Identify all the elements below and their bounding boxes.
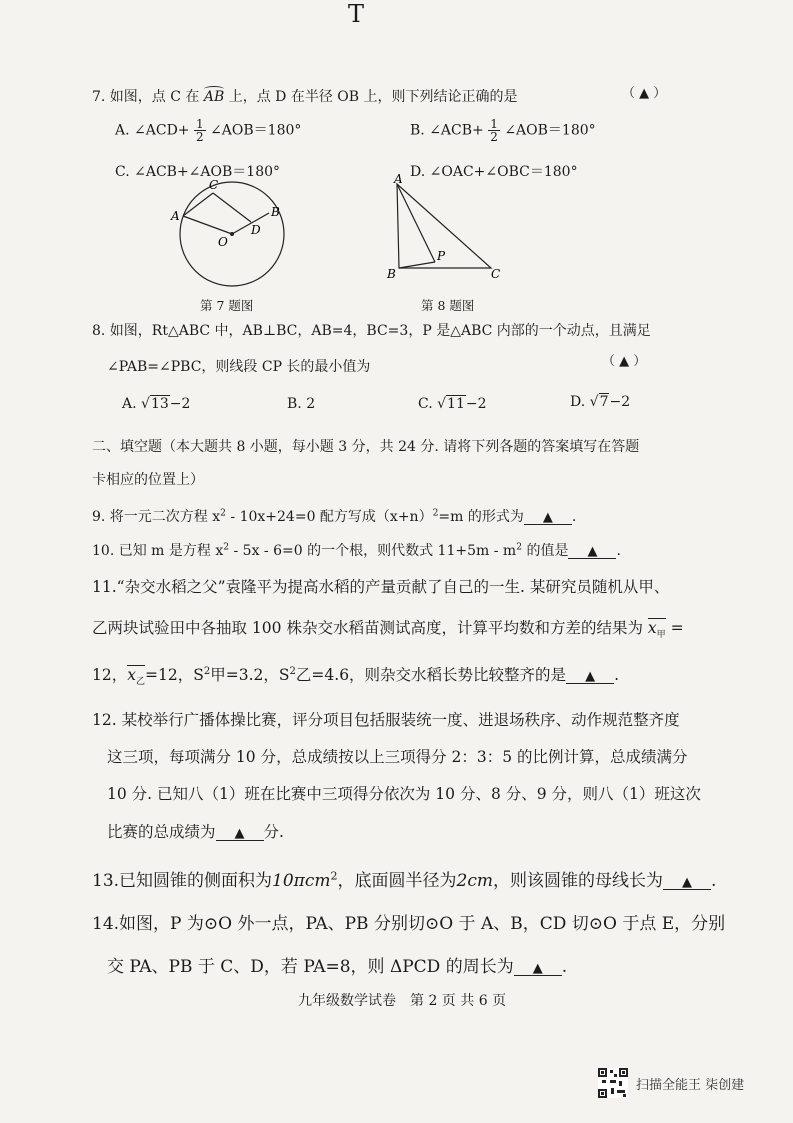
fig7-label-d: D (251, 223, 261, 237)
fraction-half: $\frac{1}{2}$ (490, 117, 498, 144)
answer-blank: ▲ (524, 511, 572, 525)
q12-line4: 比赛的总成绩为 ▲ 分. (107, 823, 284, 841)
q7-answer-mark: （ ▲ ） (622, 86, 667, 101)
q7-option-c: C. ∠ACB+∠AOB＝180° (115, 164, 281, 180)
q10: 10. 已知 m 是方程 $x^2 - 5x - 6=0$ 的一个根，则代数式 $11+5m - m^2$ 的值是 ▲ . (92, 542, 621, 559)
figure-7-circle-diagram (165, 178, 305, 296)
q8-answer-mark: （ ▲ ） (602, 354, 647, 369)
q7-option-d: D. ∠OAC+∠OBC＝180° (410, 164, 578, 180)
fig8-label-a: A (394, 172, 403, 186)
arc-ab: AB (203, 89, 225, 105)
q8-option-a: A. √13−2 (122, 396, 191, 412)
fig8-caption: 第 8 题图 (421, 298, 475, 313)
q8-option-d: D. √7−2 (570, 394, 631, 410)
top-mark: T (348, 0, 365, 28)
answer-blank: ▲ (514, 962, 562, 976)
section2-header-line1: 二、填空题（本大题共 8 小题，每小题 3 分，共 24 分. 请将下列各题的答案填写在答题 (92, 439, 640, 455)
fig8-label-b: B (387, 267, 396, 281)
fig7-label-c: C (209, 178, 219, 192)
q11-line2: 乙两块试验田中各抽取 100 株杂交水稻苗测试高度，计算平均数和方差的结果为 $x_甲$ = (92, 619, 684, 641)
q12-line3: 10 分. 已知八（1）班在比赛中三项得分依次为 10 分、8 分、9 分，则八（1）班这次 (107, 785, 701, 803)
q7-stem: 7. 如图，点 C 在 AB 上，点 D 在半径 OB 上，则下列结论正确的是 (92, 89, 518, 105)
fig7-label-o: O (218, 235, 228, 249)
q7-option-b: B. ∠ACB+ $\frac{1}{2}$ ∠AOB＝180° (410, 117, 596, 144)
fig8-label-c: C (491, 267, 501, 281)
fraction-half: $\frac{1}{2}$ (195, 117, 204, 144)
q11-line3: 12，$x_乙=12$，$S^2$甲=3.2，$S^2$乙=4.6，则杂交水稻长势比较整齐的是 ▲ . (92, 665, 619, 688)
mean-x-jia: $x_甲$ (647, 619, 666, 641)
mean-x-yi: $x_乙$ (127, 666, 145, 688)
q14-line2: 交 PA、PB 于 C、D，若 PA=8，则 ΔPCD 的周长为 ▲ . (107, 957, 568, 977)
q9: 9. 将一元二次方程 $x^2 - 10x+24=0$ 配方写成$(x+n)^2=m$ 的形式为 ▲ . (92, 508, 577, 525)
answer-blank: ▲ (566, 670, 614, 684)
fig7-caption: 第 7 题图 (200, 298, 254, 313)
answer-blank: ▲ (663, 876, 711, 890)
answer-blank: ▲ (568, 545, 616, 559)
page-footer: 九年级数学试卷 第 2 页 共 6 页 (298, 993, 507, 1009)
qr-code-icon (598, 1068, 628, 1098)
fig7-label-b: B (271, 205, 280, 219)
q8-option-c: C. √11−2 (418, 396, 487, 412)
q8-line1: 8. 如图，Rt△ABC 中，AB⊥BC，AB=4，BC=3，P 是△ABC 内部的一个动点，且满足 (92, 323, 651, 339)
q12-line1: 12. 某校举行广播体操比赛，评分项目包括服装统一度、进退场秩序、动作规范整齐度 (92, 711, 680, 729)
q12-line2: 这三项，每项满分 10 分，总成绩按以上三项得分 2：3：5 的比例计算，总成绩满分 (107, 748, 688, 766)
q8-line2: ∠PAB=∠PBC，则线段 CP 长的最小值为 (107, 359, 371, 375)
q11-line1: 11.“杂交水稻之父”袁隆平为提高水稻的产量贡献了自己的一生. 某研究员随机从甲、 (92, 578, 670, 596)
q8-option-b: B. 2 (287, 396, 316, 412)
q14-line1: 14.如图，P 为⊙O 外一点，PA、PB 分别切⊙O 于 A、B，CD 切⊙O 于点 E，分别 (92, 914, 726, 934)
scanner-watermark: 扫描全能王 柒创建 (636, 1078, 745, 1093)
q13: 13.已知圆锥的侧面积为10πcm$^2$，底面圆半径为2cm，则该圆锥的母线长为 ▲ . (92, 869, 717, 891)
fig8-label-p: P (437, 249, 446, 263)
answer-blank: ▲ (216, 827, 264, 841)
figure-8-triangle-diagram (385, 172, 505, 284)
section2-header-line2: 卡相应的位置上） (92, 472, 204, 488)
fig7-label-a: A (171, 209, 180, 223)
q7-option-a: A. ∠ACD+ $\frac{1}{2}$ ∠AOB＝180° (115, 117, 302, 144)
